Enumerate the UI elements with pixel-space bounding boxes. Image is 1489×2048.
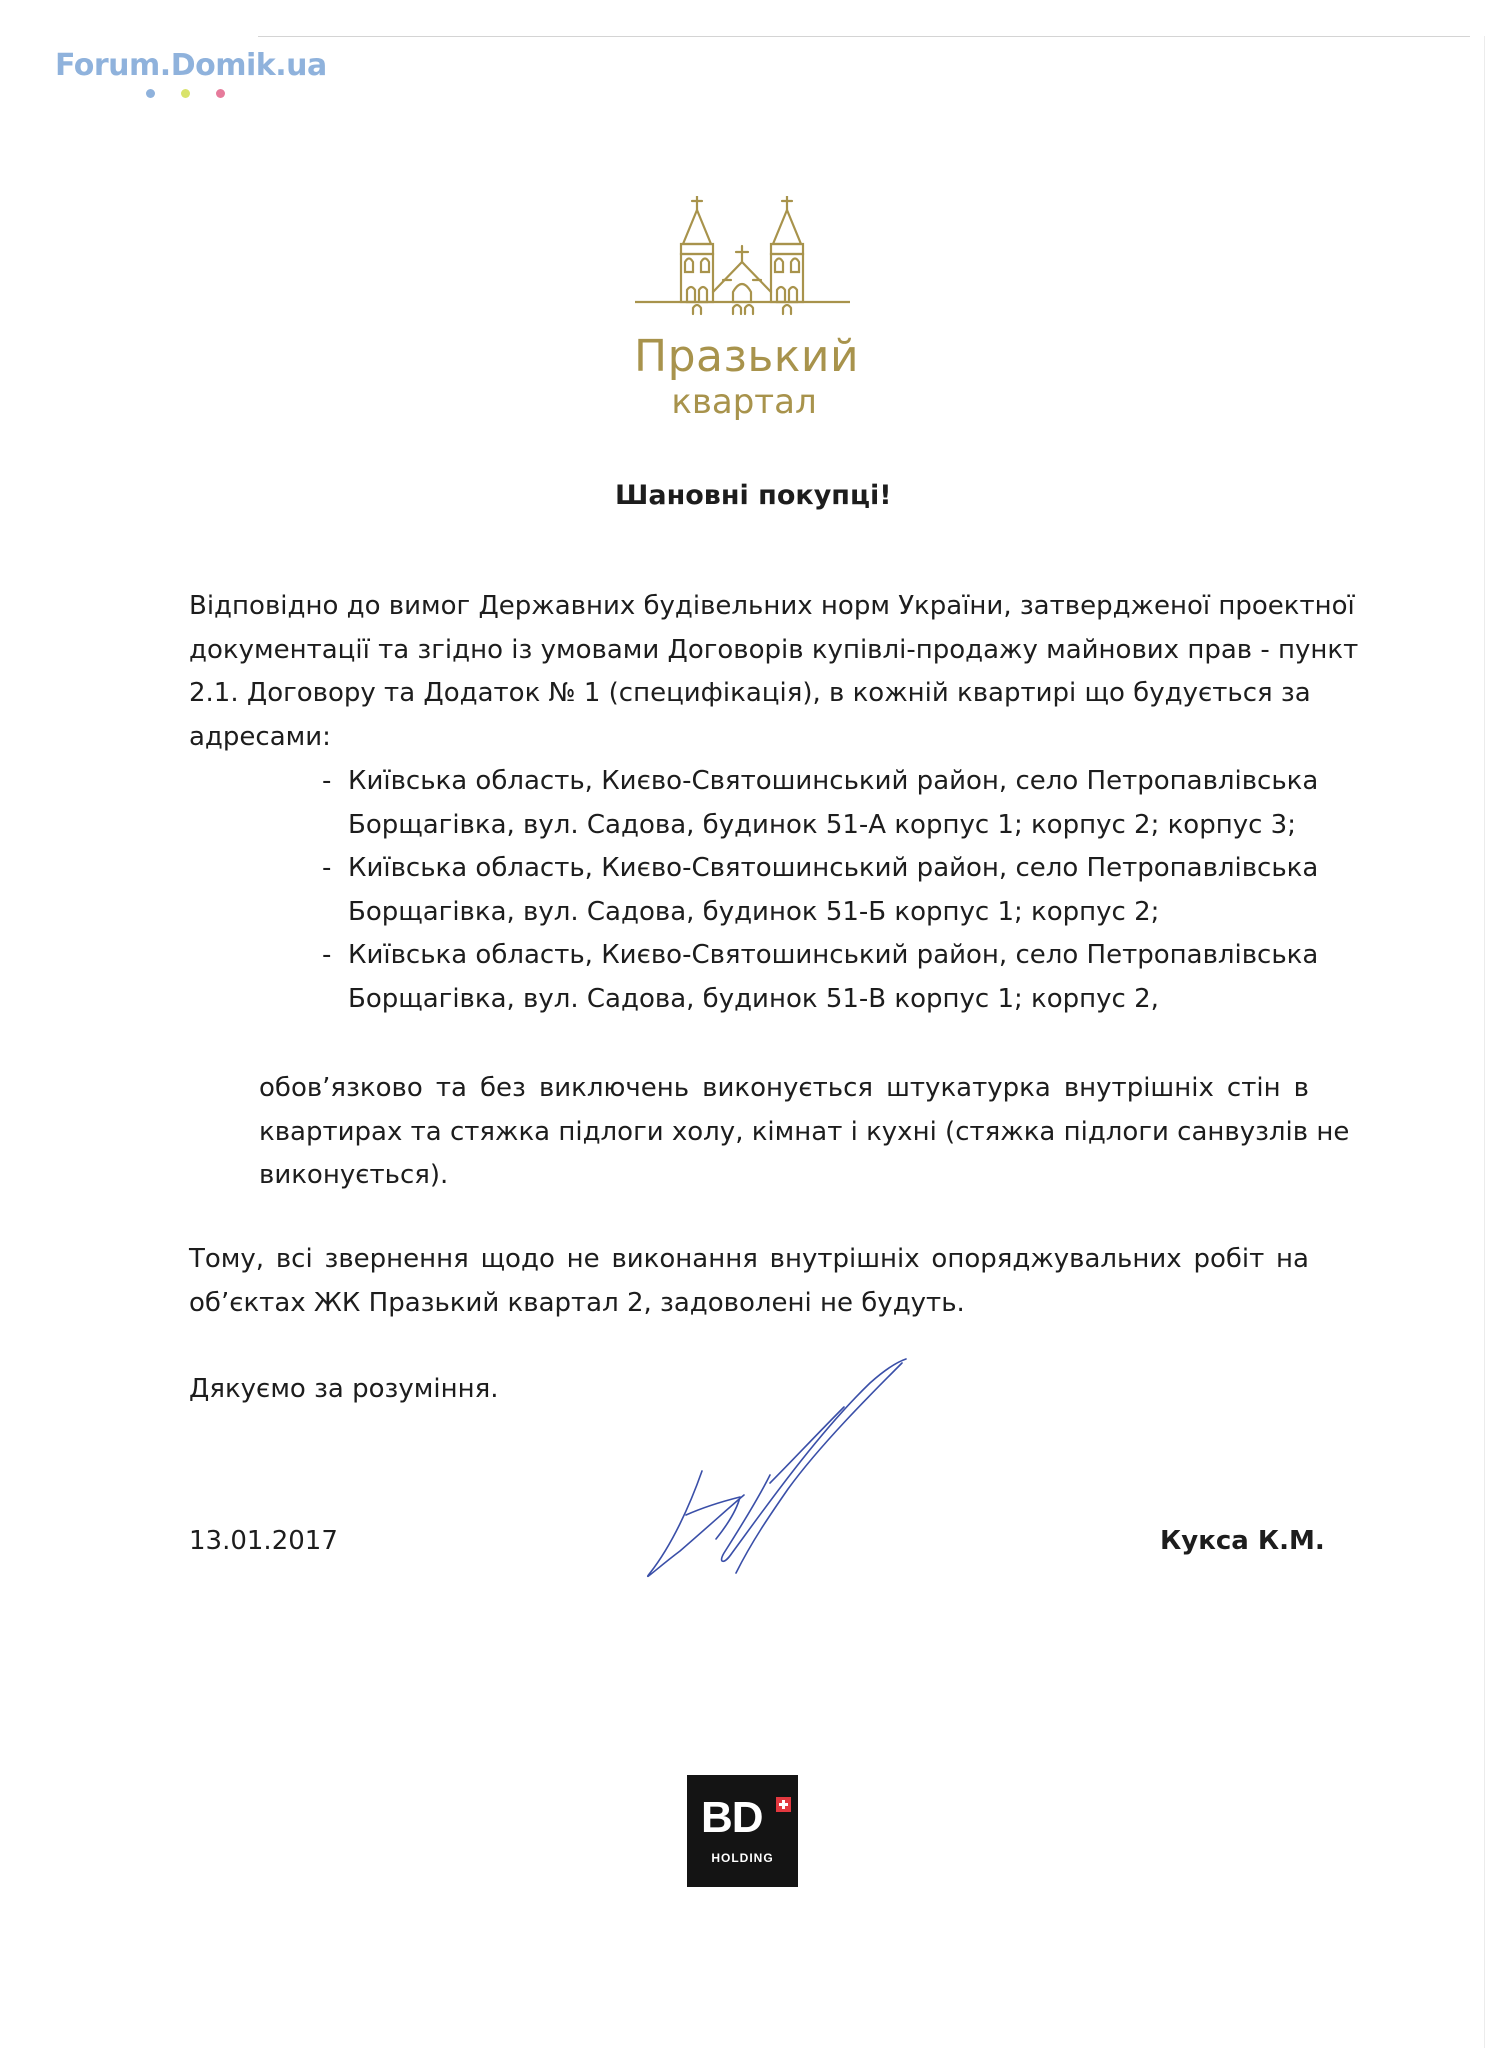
logo-subtitle: квартал: [671, 382, 817, 422]
bd-logo-subtext: HOLDING: [711, 1851, 774, 1865]
letter-date: 13.01.2017: [189, 1526, 338, 1556]
page-edge-line: [1484, 36, 1485, 2048]
list-dash: -: [322, 853, 332, 883]
watermark-dots: [146, 89, 225, 98]
address-line: Київська область, Києво-Святошинський район, село Петропавлівська: [348, 766, 1319, 796]
list-dash: -: [322, 766, 332, 796]
address-line: Борщагівка, вул. Садова, будинок 51-В корпус 1; корпус 2,: [348, 983, 1159, 1014]
watermark-dot: [146, 89, 155, 98]
top-edge-line: [258, 36, 1470, 37]
paragraph-intro: [189, 585, 1359, 759]
text-line: квартирах та стяжка підлоги холу, кімнат і кухні (стяжка підлоги санвузлів не: [259, 1116, 1350, 1147]
address-line: Київська область, Києво-Святошинський район, село Петропавлівська: [348, 853, 1319, 883]
text-line: виконується).: [259, 1160, 449, 1190]
watermark-text: Forum.Domik.ua: [55, 48, 327, 83]
signer-name: Кукса К.М.: [1160, 1526, 1325, 1556]
signature: [620, 1355, 940, 1595]
address-line: Київська область, Києво-Святошинський район, село Петропавлівська: [348, 940, 1319, 970]
bd-logo-text: BD: [701, 1793, 763, 1842]
text-line: документації та згідно із умовами Договорів купівлі-продажу майнових прав - пункт: [189, 634, 1359, 665]
list-dash: -: [322, 940, 332, 970]
list-item: [322, 847, 1318, 934]
address-list: [322, 760, 1318, 1021]
paragraph-conclusion: [189, 1238, 1309, 1325]
text-line: 2.1. Договору та Додаток № 1 (специфікація), в кожній квартирі що будується за: [189, 678, 1311, 708]
closing-thanks: Дякуємо за розуміння.: [189, 1374, 499, 1404]
address-line: Борщагівка, вул. Садова, будинок 51-А корпус 1; корпус 2; корпус 3;: [348, 809, 1296, 840]
text-line: адресами:: [189, 721, 331, 752]
text-line: обов’язково та без виключень виконується штукатурка внутрішніх стін в: [259, 1073, 1309, 1103]
list-item: [322, 760, 1318, 847]
church-towers-icon: [635, 196, 850, 341]
swiss-cross-icon: [776, 1797, 791, 1812]
paragraph-requirements: [259, 1067, 1350, 1198]
letter-heading: Шановні покупці!: [615, 480, 892, 511]
text-line: Тому, всі звернення щодо не виконання внутрішніх опоряджувальних робіт на: [189, 1244, 1309, 1274]
watermark-dot: [181, 89, 190, 98]
text-line: Відповідно до вимог Державних будівельних норм України, затвердженої проектної: [189, 591, 1355, 621]
bd-holding-logo: [687, 1775, 798, 1887]
address-line: Борщагівка, вул. Садова, будинок 51-Б корпус 1; корпус 2;: [348, 896, 1160, 927]
list-item: [322, 934, 1318, 1021]
watermark-dot: [216, 89, 225, 98]
logo-title: Празький: [634, 331, 860, 382]
text-line: об’єктах ЖК Празький квартал 2, задоволені не будуть.: [189, 1287, 965, 1318]
